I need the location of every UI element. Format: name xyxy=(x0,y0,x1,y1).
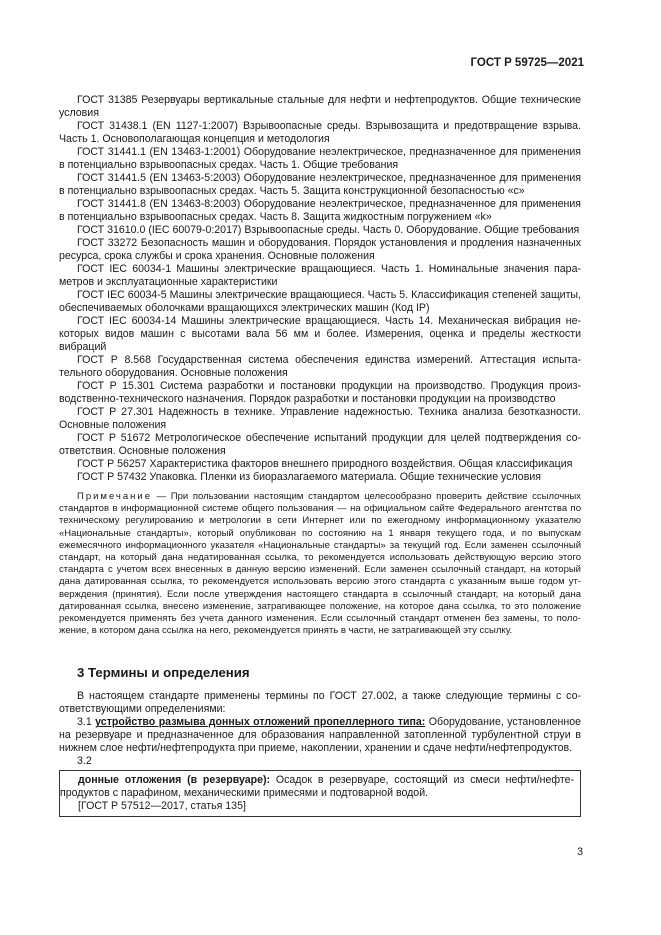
reference-item: ГОСТ 31441.1 (EN 13463-1:2001) Оборудование неэлектрическое, предназначенное для применения в потенциально взрывоопасных средах. Часть 1. Общие требования xyxy=(59,146,581,171)
term-definition-3-1 xyxy=(59,716,581,755)
page-content xyxy=(59,94,581,817)
reference-item: ГОСТ IEC 60034-5 Машины электрические вращающиеся. Часть 5. Классификация степеней защиты, обеспечиваемых оболочками вращающихся электрических машин (Код IP) xyxy=(59,289,581,314)
reference-item: ГОСТ Р 51672 Метрологическое обеспечение испытаний продукции для целей подтверждения соответствия. Основные положения xyxy=(59,432,581,457)
term-definition: Оборудование, установленное на резервуаре и предназначенное для образования направленной затопленной турбулентной струи в нижнем слое нефти/нефтепродукта при приеме, накоплении, хранении и сдаче нефти/нефтепродуктов. xyxy=(59,716,581,755)
reference-item: ГОСТ IEC 60034-14 Машины электрические вращающиеся. Часть 14. Механическая вибрация некоторых видов машин с высотами вала 56 мм и более. Измерения, оценка и пределы жесткости вибраций xyxy=(59,315,581,353)
document-code: ГОСТ Р 59725—2021 xyxy=(470,57,584,69)
term-definition-box xyxy=(59,770,581,817)
reference-item: ГОСТ 31441.8 (EN 13463-8:2003) Оборудование неэлектрическое, предназначенное для применения в потенциально взрывоопасных средах. Часть 8. Защита жидкостным погружением «k» xyxy=(59,198,581,223)
reference-item: ГОСТ IEC 60034-1 Машины электрические вращающиеся. Часть 1. Номинальные значения параметров и эксплуатационные характеристики xyxy=(59,263,581,288)
reference-item: ГОСТ 31438.1 (EN 1127-1:2007) Взрывоопасные среды. Взрывозащита и предотвращение взрыва. Часть 1. Основополагающая концепция и методология xyxy=(59,120,581,145)
term-name: донные отложения (в резервуаре): xyxy=(78,774,271,787)
note-label: Примечание xyxy=(77,491,152,502)
term-definition-3-2 xyxy=(60,774,574,800)
term-number-3-2: 3.2 xyxy=(77,755,92,768)
term-definition: Осадок в резервуаре, состоящий из смеси нефти/нефтепродуктов с парафином, механическими примесями и подтоварной водой. xyxy=(60,774,575,800)
reference-item: ГОСТ Р 56257 Характеристика факторов внешнего природного воздействия. Общая классификация xyxy=(77,458,573,470)
term-name: устройство размыва донных отложений пропеллерного типа: xyxy=(95,716,426,729)
note-paragraph xyxy=(59,491,581,637)
reference-item: ГОСТ Р 15.301 Система разработки и постановки продукции на производство. Продукция производственно-технического назначения. Порядок разработки и постановки продукции на производство xyxy=(59,380,581,405)
reference-item: ГОСТ Р 27.301 Надежность в технике. Управление надежностью. Техника анализа безотказности. Основные положения xyxy=(59,406,581,431)
reference-item: ГОСТ 31441.5 (EN 13463-5:2003) Оборудование неэлектрическое, предназначенное для применения в потенциально взрывоопасных средах. Часть 5. Защита конструкционной безопасностью «с» xyxy=(59,172,581,197)
reference-item: ГОСТ 31610.0 (IEC 60079-0:2017) Взрывоопасные среды. Часть 0. Оборудование. Общие требования xyxy=(77,224,580,236)
reference-item: ГОСТ 31385 Резервуары вертикальные стальные для нефти и нефтепродуктов. Общие технические условия xyxy=(59,94,581,119)
section-title: 3 Термины и определения xyxy=(77,665,250,681)
reference-item: ГОСТ Р 57432 Упаковка. Пленки из биоразлагаемого материала. Общие технические условия xyxy=(77,471,541,483)
page-number: 3 xyxy=(577,846,583,858)
note-text: — При пользовании настоящим стандартом целесообразно проверить действие ссылочных стандартов в информационной системе общего пользования — на официальном сайте Федерального агентства по техническому регулированию и метрологии в сети Интернет или по ежегодному информационному указателю «Национальные стандарты», который опубликован по состоянию на 1 января текущего года, и по выпускам ежемесячного информационного указателя «Национальные стандарты» за текущий год. Если заменен ссылочный стандарт, на который дана недатированная ссылка, то рекомендуется использовать действующую версию этого стандарта с учетом всех внесенных в данную версию изменений. Если заменен ссылочный стандарт, на который дана датированная ссылка, то рекомендуется использовать версию этого стандарта с указанным выше годом утверждения (принятия). Если после утверждения настоящего стандарта в ссылочный стандарт, на который дана датированная ссылка, внесено изменение, затрагивающее положение, на которое дана ссылка, то это положение рекомендуется применять без учета данного изменения. Если ссылочный стандарт отменен без замены, то положение, в котором дана ссылка на него, рекомендуется принять в части, не затрагивающей эту ссылку. xyxy=(59,491,581,637)
term-source: [ГОСТ Р 57512—2017, статья 135] xyxy=(78,800,246,813)
reference-item: ГОСТ Р 8.568 Государственная система обеспечения единства измерений. Аттестация испытательного оборудования. Основные положения xyxy=(59,354,581,379)
references-list xyxy=(59,94,581,484)
section-intro: В настоящем стандарте применены термины по ГОСТ 27.002, а также следующие термины с соответствующими определениями: xyxy=(59,690,581,716)
term-number: 3.1 xyxy=(77,716,96,729)
reference-item: ГОСТ 33272 Безопасность машин и оборудования. Порядок установления и продления назначенных ресурса, срока службы и срока хранения. Основные положения xyxy=(59,237,581,262)
